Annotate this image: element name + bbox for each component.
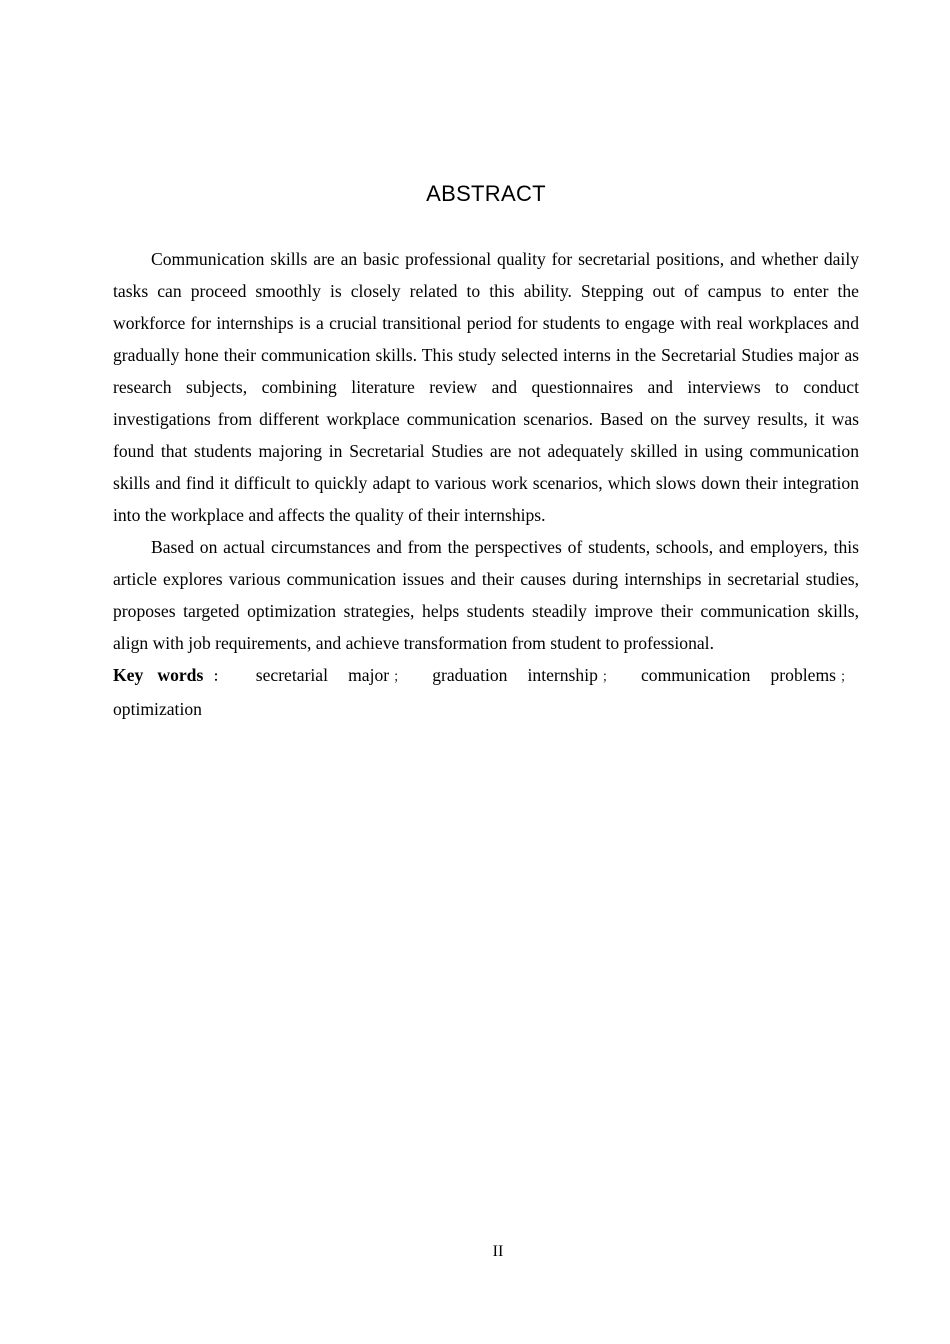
keywords-line: [113, 659, 859, 725]
keyword-item: secretarial major: [255, 665, 390, 685]
abstract-paragraph-1: Communication skills are an basic professional quality for secretarial positions, and whether daily tasks can proceed smoothly is closely related to this ability. Stepping out of campus to enter the workforce for internships is a crucial transitional period for students to engage with real workplaces and gradually hone their communication skills. This study selected interns in the Secretarial Studies major as research subjects, combining literature review and questionnaires and interviews to conduct investigations from different workplace communication scenarios. Based on the survey results, it was found that students majoring in Secretarial Studies are not adequately skilled in using communication skills and find it difficult to quickly adapt to various work scenarios, which slows down their integration into the workplace and affects the quality of their internships.: [113, 249, 859, 525]
page-number: II: [492, 1243, 504, 1260]
abstract-paragraph-2: Based on actual circumstances and from the perspectives of students, schools, and employers, this article explores various communication issues and their causes during internships in secretarial studies, proposes targeted optimization strategies, helps students steadily improve their communication skills, align with job requirements, and achieve transformation from student to professional.: [113, 537, 859, 653]
keyword-separator: ；: [393, 669, 407, 684]
abstract-body: [113, 243, 859, 725]
keywords-label: Key words: [113, 665, 204, 685]
keyword-item: graduation internship: [432, 665, 598, 685]
abstract-title: ABSTRACT: [426, 181, 546, 206]
keyword-separator: ；: [839, 669, 853, 684]
keyword-separator: ；: [601, 669, 615, 684]
keywords-label-separator: ：: [207, 669, 232, 684]
keyword-item: optimization: [113, 699, 202, 719]
keyword-item: communication problems: [640, 665, 836, 685]
